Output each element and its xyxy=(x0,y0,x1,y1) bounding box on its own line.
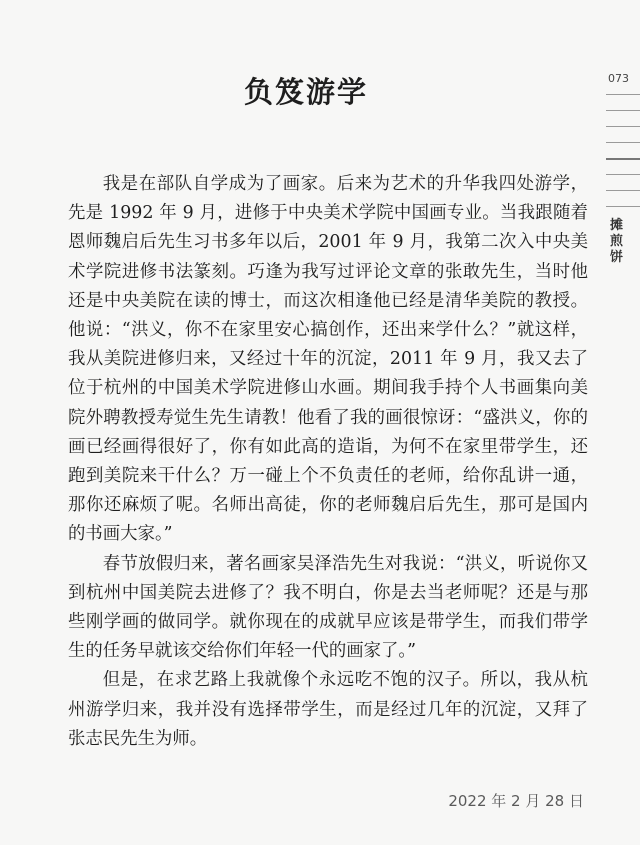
page-title: 负笈游学 xyxy=(243,75,368,109)
divider-line xyxy=(606,190,640,191)
divider-line xyxy=(606,126,640,127)
section-label: 摊煎饼 xyxy=(610,218,624,265)
margin-tab-rail xyxy=(606,68,640,328)
divider-line xyxy=(606,206,640,207)
paragraph-3: 但是，在求艺路上我就像个永远吃不饱的汉子。所以，我从杭州游学归来，我并没有选择带学生，而是经过几年的沉淀，又拜了张志民先生为师。 xyxy=(68,670,588,749)
article-body xyxy=(68,170,588,754)
divider-line xyxy=(606,158,640,160)
paragraph-1: 我是在部队自学成为了画家。后来为艺术的升华我四处游学，先是 1992 年 9 月，进修于中央美术学院中国画专业。当我跟随着恩师魏启后先生习书多年以后，2001 年 9 月，我第二次入中央美术学院进修书法篆刻。巧逢为我写过评论文章的张敢先生，当时他还是中央美院在读的博士，而这次相逢他已经是清华美院的教授。他说：“洪义，你不在家里安心搞创作，还出来学什么？”就这样，我从美院进修归来，又经过十年的沉淀，2011 年 9 月，我又去了位于杭州的中国美术学院进修山水画。期间我手持个人书画集向美院外聘教授寿觉生先生请教！他看了我的画很惊讶：“盛洪义，你的画已经画得很好了，你有如此高的造诣，为何不在家里带学生，还跑到美院来干什么？万一碰上个不负责任的老师，给你乱讲一通，那你还麻烦了呢。名师出高徒，你的老师魏启后先生，那可是国内的书画大家。” xyxy=(68,174,588,545)
paragraph-2: 春节放假归来，著名画家吴泽浩先生对我说：“洪义，听说你又到杭州中国美院去进修了？我不明白，你是去当老师呢？还是与那些刚学画的做同学。就你现在的成就早应该是带学生，而我们带学生的任务早就该交给你们年轻一代的画家了。” xyxy=(68,553,588,662)
divider-line xyxy=(606,174,640,175)
divider-line xyxy=(606,110,640,111)
signature-date: 2022 年 2 月 28 日 xyxy=(448,792,584,810)
divider-line xyxy=(606,94,640,95)
divider-line xyxy=(606,142,640,143)
page-number: 073 xyxy=(608,72,629,85)
